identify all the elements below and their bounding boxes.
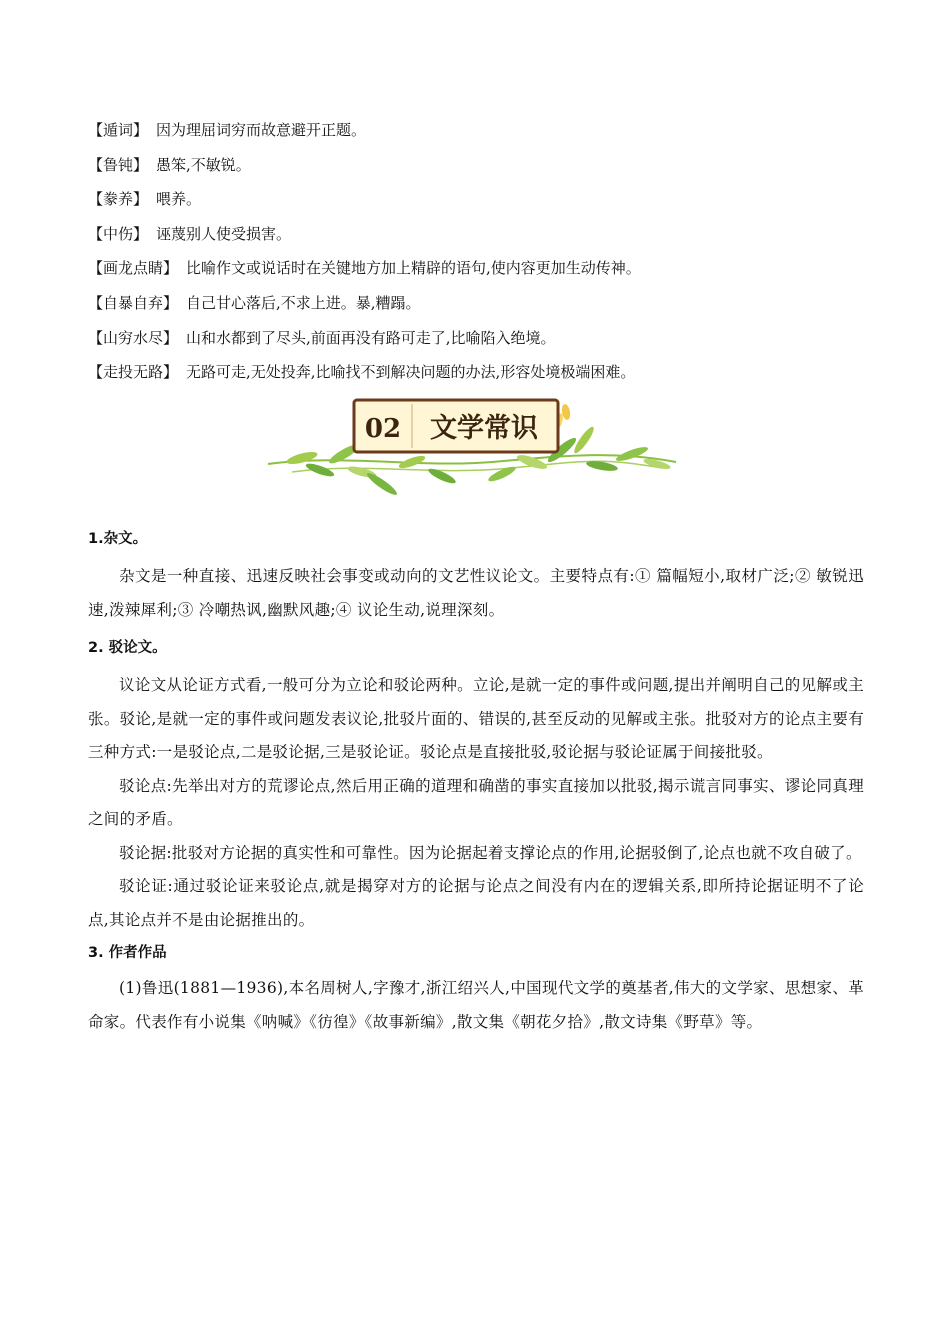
paragraph-luxun: (1)鲁迅(1881—1936),本名周树人,字豫才,浙江绍兴人,中国现代文学的奠基者,伟大的文学家、思想家、革命家。代表作有小说集《呐喊》《彷徨》《故事新编》,散文集《朝花夕拾》,散文诗集《野草》等。 (88, 979, 864, 1031)
vocab-term: 【自暴自弃】 (88, 293, 179, 312)
banner-number: 02 (364, 414, 402, 444)
vocab-term: 【豢养】 (88, 190, 149, 209)
paragraph-bo-lundian: 驳论点:先举出对方的荒谬论点,然后用正确的道理和确凿的事实直接加以批驳,揭示谎言同事实、谬论同真理之间的矛盾。 (88, 776, 864, 828)
vocab-item (88, 152, 878, 187)
banner-title: 文学常识 (430, 413, 538, 444)
vocab-definition: 因为理屈词穷而故意避开正题。 (156, 121, 367, 139)
vocab-term: 【画龙点睛】 (88, 259, 179, 278)
vocab-item (88, 290, 878, 325)
vocab-item (88, 359, 878, 394)
vocab-item (88, 255, 878, 290)
vocab-term: 【山穷水尽】 (88, 328, 179, 347)
vocab-item (88, 186, 878, 221)
vocab-term: 【中伤】 (88, 224, 149, 243)
paragraph-bo-lunzheng: 驳论证:通过驳论证来驳论点,就是揭穿对方的论据与论点之间没有内在的逻辑关系,即所持论据证明不了论点,其论点并不是由论据推出的。 (88, 877, 864, 929)
section-banner (262, 392, 682, 496)
vocab-item (88, 117, 878, 152)
vocab-item (88, 221, 878, 256)
vocab-definition: 诬蔑别人使受损害。 (156, 224, 292, 243)
section-heading-bolunwen: 2. 驳论文。 (88, 640, 167, 656)
vocab-term: 【遁词】 (88, 121, 149, 139)
paragraph-bo-lunju: 驳论据:批驳对方论据的真实性和可靠性。因为论据起着支撑论点的作用,论据驳倒了,论点也就不攻自破了。 (119, 843, 862, 862)
vocab-term: 【走投无路】 (88, 363, 179, 382)
vocabulary-list (88, 117, 878, 394)
vocab-definition: 山和水都到了尽头,前面再没有路可走了,比喻陷入绝境。 (186, 328, 556, 347)
section-heading-authors: 3. 作者作品 (88, 945, 167, 961)
paragraph-zawen: 杂文是一种直接、迅速反映社会事变或动向的文艺性议论文。主要特点有:① 篇幅短小,取材广泛;② 敏锐迅速,泼辣犀利;③ 冷嘲热讽,幽默风趣;④ 议论生动,说理深刻。 (88, 567, 864, 619)
paragraph-bolunwen-intro: 议论文从论证方式看,一般可分为立论和驳论两种。立论,是就一定的事件或问题,提出并阐明自己的见解或主张。驳论,是就一定的事件或问题发表议论,批驳片面的、错误的,甚至反动的见解或主张。批驳对方的论点主要有三种方式:一是驳论点,二是驳论据,三是驳论证。驳论点是直接批驳,驳论据与驳论证属于间接批驳。 (88, 676, 864, 761)
literature-content (88, 526, 864, 1039)
vocab-definition: 喂养。 (156, 190, 202, 209)
section-heading-zawen: 1.杂文。 (88, 531, 148, 547)
vocab-definition: 比喻作文或说话时在关键地方加上精辟的语句,使内容更加生动传神。 (186, 259, 641, 278)
vocab-term: 【鲁钝】 (88, 155, 149, 174)
vocab-definition: 自己甘心落后,不求上进。暴,糟蹋。 (186, 293, 421, 312)
vocab-definition: 无路可走,无处投奔,比喻找不到解决问题的办法,形容处境极端困难。 (186, 363, 636, 382)
vocab-item (88, 325, 878, 360)
vocab-definition: 愚笨,不敏锐。 (156, 155, 251, 174)
